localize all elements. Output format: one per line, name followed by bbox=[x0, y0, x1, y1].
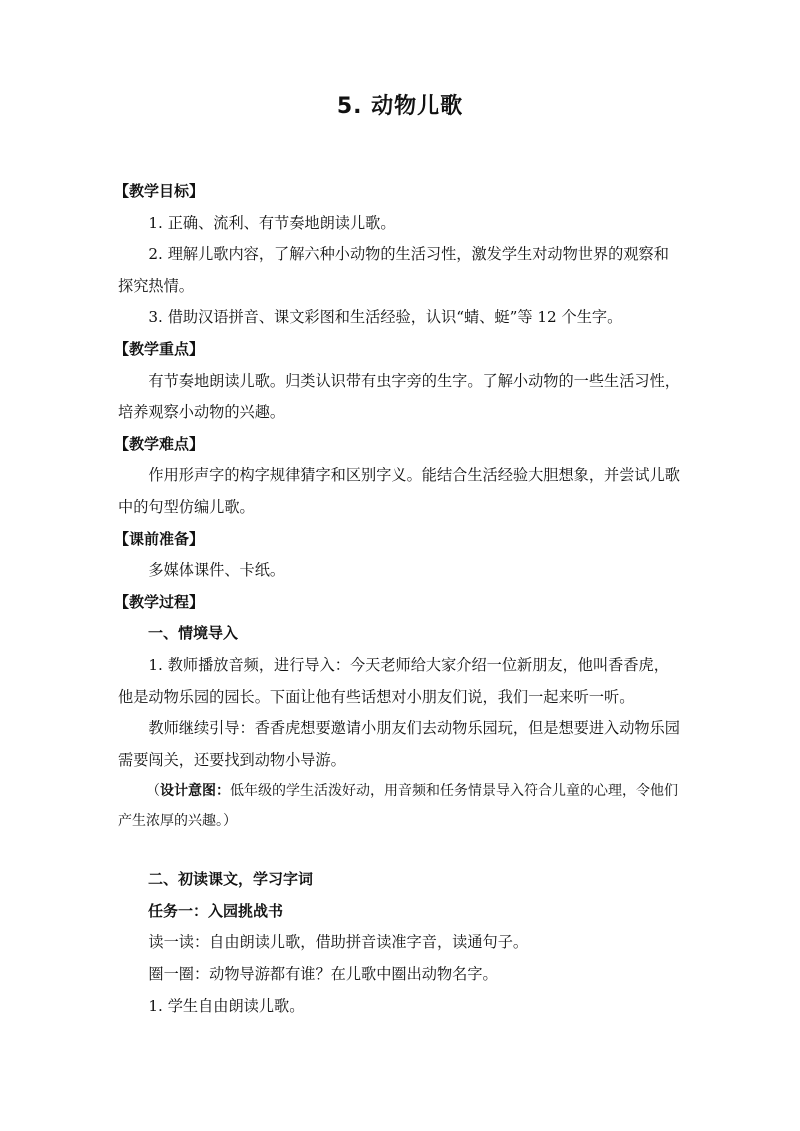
note-text: 低年级的学生活泼好动，用音频和任务情景导入符合儿童的心理，令他们产生浓厚的兴趣。） bbox=[118, 783, 678, 830]
section-heading-goals: 【教学目标】 bbox=[114, 182, 205, 200]
step1-paragraph-1: 1. 教师播放音频，进行导入：今天老师给大家介绍一位新朋友，他叫香香虎，他是动物乐园的园长。下面让他有些话想对小朋友们说，我们一起来听一听。 bbox=[118, 655, 669, 706]
section-heading-process: 【教学过程】 bbox=[114, 592, 205, 611]
step2-title: 二、初读课文，学习字词 bbox=[148, 870, 314, 889]
section-heading-preparation: 【课前准备】 bbox=[114, 529, 205, 548]
spacer bbox=[118, 836, 684, 864]
task1-step-1: 1. 学生自由朗读儿歌。 bbox=[148, 996, 305, 1015]
task1-title: 任务一：入园挑战书 bbox=[148, 901, 284, 920]
goal-item-1: 1. 正确、流利、有节奏地朗读儿歌。 bbox=[148, 213, 396, 232]
page-title: 5. 动物儿歌 bbox=[336, 94, 464, 119]
step1-paragraph-2: 教师继续引导：香香虎想要邀请小朋友们去动物乐园玩，但是想要进入动物乐园需要闯关，还要找到动物小导游。 bbox=[118, 719, 680, 769]
key-points-text: 有节奏地朗读儿歌。归类认识带有虫字旁的生字。了解小动物的一些生活习性，培养观察小动物的兴趣。 bbox=[118, 371, 680, 422]
document-body bbox=[114, 176, 684, 1022]
section-heading-key-points: 【教学重点】 bbox=[114, 339, 205, 358]
goal-item-2: 2. 理解儿歌内容，了解六种小动物的生活习性，激发学生对动物世界的观察和探究热情。 bbox=[118, 245, 669, 295]
task1-circle-line: 圈一圈：动物导游都有谁？在儿歌中圈出动物名字。 bbox=[148, 965, 498, 984]
note-open-paren: （ bbox=[146, 783, 160, 800]
design-intent-note bbox=[118, 776, 684, 836]
preparation-text: 多媒体课件、卡纸。 bbox=[148, 561, 286, 580]
step1-title: 一、情境导入 bbox=[148, 624, 239, 643]
goal-item-3: 3. 借助汉语拼音、课文彩图和生活经验，认识“蜻、蜓”等 12 个生字。 bbox=[148, 308, 623, 327]
section-heading-difficulties: 【教学难点】 bbox=[114, 434, 205, 453]
note-label: 设计意图： bbox=[160, 783, 230, 800]
task1-read-line: 读一读：自由朗读儿歌，借助拼音读准字音，读通句子。 bbox=[148, 933, 529, 952]
difficulties-text: 作用形声字的构字规律猜字和区别字义。能结合生活经验大胆想象，并尝试儿歌中的句型仿编儿歌。 bbox=[118, 466, 680, 516]
